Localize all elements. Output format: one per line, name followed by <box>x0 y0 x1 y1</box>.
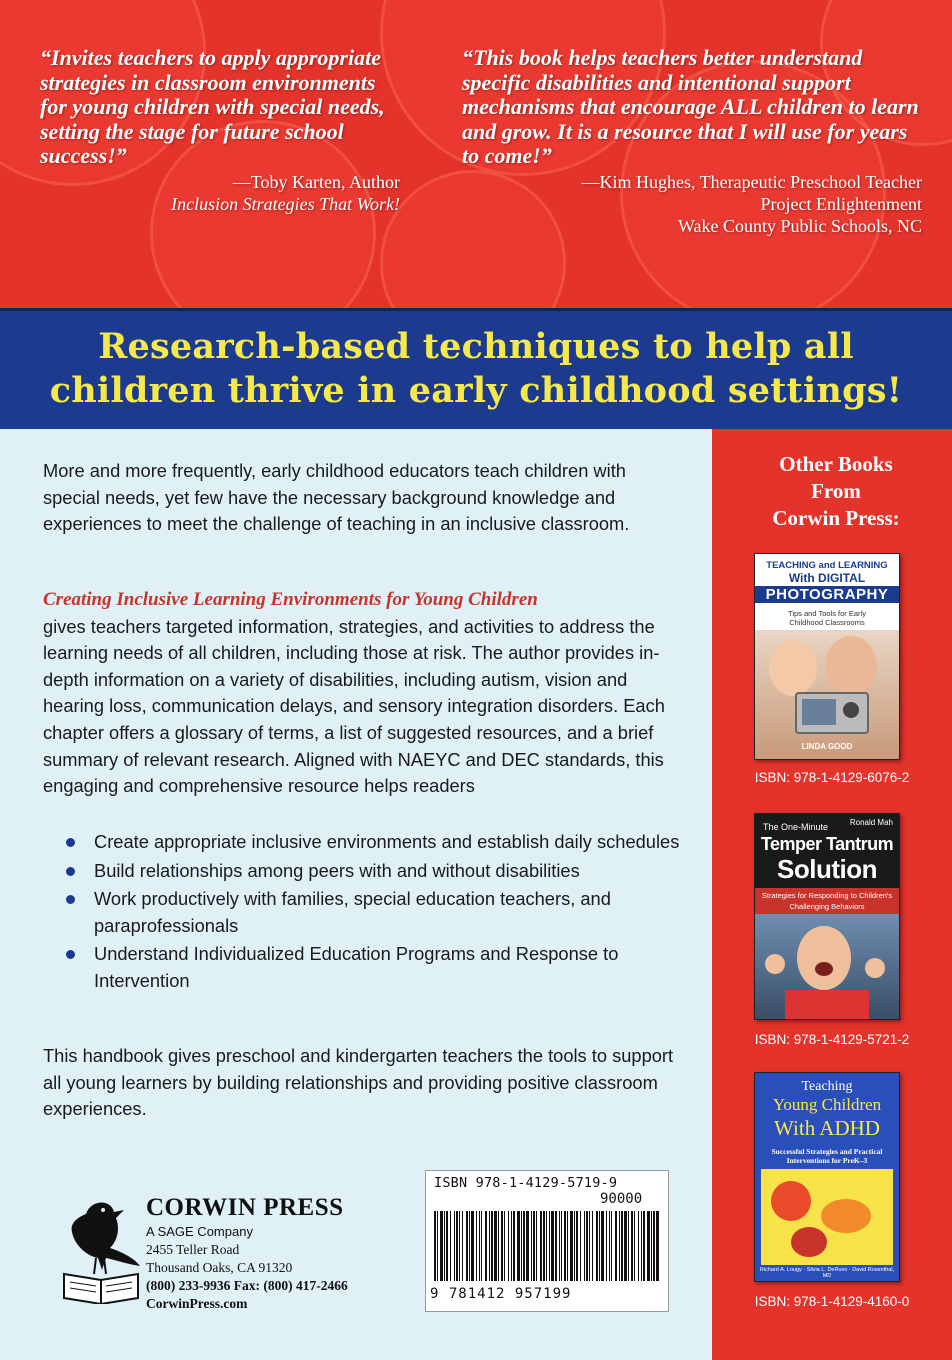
attribution-name: —Toby Karten, Author <box>232 171 400 192</box>
book-title-line: Young Children <box>772 1095 882 1114</box>
barcode-digits: 9 781412 957199 <box>430 1286 572 1302</box>
barcode-bar <box>459 1211 460 1281</box>
barcode-bar <box>511 1211 512 1281</box>
barcode-bar <box>456 1211 458 1281</box>
list-item-text: Work productively with families, special education teachers, and paraprofessionals <box>94 888 611 936</box>
barcode-bar <box>551 1211 554 1281</box>
barcode-bar <box>651 1211 652 1281</box>
book-title-line: Temper Tantrum <box>760 834 894 854</box>
list-item-text: Build relationships among peers with and without disabilities <box>94 859 580 881</box>
barcode-bar <box>643 1211 645 1281</box>
bullet-icon <box>66 950 75 959</box>
barcode-bar <box>540 1211 542 1281</box>
barcode-bar <box>450 1211 451 1281</box>
barcode-bar <box>533 1211 535 1281</box>
barcode-bar <box>592 1211 593 1281</box>
barcode-bar <box>621 1211 623 1281</box>
barcode-bar <box>476 1211 477 1281</box>
barcode-bar <box>638 1211 639 1281</box>
barcode-bar <box>561 1211 562 1281</box>
attribution-location: Wake County Public Schools, NC <box>677 215 922 236</box>
raven-book-logo-icon <box>56 1194 146 1304</box>
barcode-bar <box>440 1211 443 1281</box>
barcode-bar <box>589 1211 590 1281</box>
publisher-website: CorwinPress.com <box>146 1296 248 1311</box>
barcode-bar <box>570 1211 573 1281</box>
barcode-bar <box>574 1211 575 1281</box>
barcode-bar <box>526 1211 529 1281</box>
publisher-parent: A SAGE Company <box>146 1224 253 1239</box>
testimonial-karten <box>40 46 400 215</box>
barcode-bar <box>647 1211 650 1281</box>
quote-attribution <box>40 171 400 215</box>
barcode-bar <box>576 1211 578 1281</box>
quote-text: “Invites teachers to apply appropriate strategies in classroom environments for young children with special needs, setting the stage for future school success!” <box>40 45 385 169</box>
sidebar-heading-line: Corwin Press: <box>772 506 900 530</box>
fist <box>765 954 785 974</box>
book-summary-paragraph <box>43 586 683 800</box>
book-subtitle: Tips and Tools for Early Childhood Classrooms <box>788 609 866 627</box>
quote-text: “This book helps teachers better understand specific disabilities and intentional support mechanisms that encourage ALL children to learn and grow. It is a resource that I will use for years to come!” <box>462 45 919 169</box>
camera-lens <box>843 702 859 718</box>
barcode-bar <box>641 1211 642 1281</box>
barcode-bar <box>481 1211 482 1281</box>
book-title-line: With ADHD <box>774 1116 880 1140</box>
book-isbn: ISBN: 978-1-4129-5721-2 <box>754 1032 910 1047</box>
paint-blob <box>821 1199 871 1233</box>
publisher-address-city: Thousand Oaks, CA 91320 <box>146 1260 293 1275</box>
barcode-bar <box>564 1211 566 1281</box>
child-painting <box>761 1169 893 1265</box>
barcode-bar <box>601 1211 604 1281</box>
book-cover-digital-photography[interactable] <box>754 553 900 760</box>
book-title-line: TEACHING and LEARNING <box>766 560 888 571</box>
children-photo <box>755 630 899 759</box>
barcode-bar <box>631 1211 633 1281</box>
book-author: Richard A. Lougy · Silvia L. DeRuvo · David Rosenthal, MD <box>759 1267 895 1279</box>
barcode-bar <box>469 1211 470 1281</box>
book-title: Creating Inclusive Learning Environments for Young Children <box>43 589 538 610</box>
barcode-bar <box>634 1211 635 1281</box>
intro-paragraph: More and more frequently, early childhood educators teach children with special needs, yet few have the necessary background knowledge and experiences to meet the challenge of teaching in an inclusive classroom. <box>43 460 630 535</box>
barcode-bar <box>471 1211 474 1281</box>
list-item-text: Understand Individualized Education Programs and Response to Intervention <box>94 943 619 991</box>
book-isbn: ISBN: 978-1-4129-4160-0 <box>754 1294 910 1309</box>
fist <box>865 958 885 978</box>
child-face <box>769 640 817 696</box>
barcode-bar <box>596 1211 598 1281</box>
camera-icon <box>795 692 869 734</box>
testimonial-section <box>0 0 952 308</box>
list-item <box>66 886 686 939</box>
barcode-bar <box>536 1211 537 1281</box>
barcode-bars <box>434 1211 660 1281</box>
book-title-line: With DIGITAL <box>788 571 866 585</box>
list-item-text: Create appropriate inclusive environments and establish daily schedules <box>94 831 680 852</box>
barcode-bar <box>599 1211 600 1281</box>
publisher-name: CORWIN PRESS <box>146 1194 344 1221</box>
barcode-bar <box>615 1211 617 1281</box>
book-title-line: Solution <box>777 854 877 884</box>
list-item <box>66 941 686 994</box>
book-title-line: Teaching <box>801 1079 853 1094</box>
barcode-isbn-text: ISBN 978-1-4129-5719-9 <box>434 1175 618 1191</box>
sidebar-heading <box>720 451 952 532</box>
attribution-name: —Kim Hughes, Therapeutic Preschool Teacher <box>581 171 922 192</box>
attribution-book: Inclusion Strategies That Work! <box>171 193 400 214</box>
barcode-bar <box>653 1211 655 1281</box>
book-author: LINDA GOOD <box>801 742 853 751</box>
list-item <box>66 829 686 856</box>
barcode-bar <box>513 1211 515 1281</box>
book-title-line: PHOTOGRAPHY <box>755 586 899 603</box>
barcode-bar <box>611 1211 612 1281</box>
barcode-bar <box>580 1211 581 1281</box>
barcode-bar <box>504 1211 505 1281</box>
isbn-barcode <box>425 1170 669 1312</box>
barcode-bar <box>619 1211 620 1281</box>
quote-attribution <box>462 171 922 237</box>
child-face <box>797 926 851 990</box>
publisher-block <box>56 1190 386 1320</box>
camera-screen <box>802 699 836 725</box>
barcode-bar <box>485 1211 487 1281</box>
banner-line: children thrive in early childhood settings! <box>49 370 903 411</box>
barcode-bar <box>609 1211 610 1281</box>
barcode-bar <box>508 1211 509 1281</box>
barcode-bar <box>462 1211 463 1281</box>
barcode-bar <box>584 1211 585 1281</box>
book-isbn: ISBN: 978-1-4129-6076-2 <box>754 770 910 785</box>
paint-blob <box>791 1227 827 1257</box>
child-photo <box>755 914 899 1019</box>
barcode-bar <box>466 1211 468 1281</box>
barcode-bar <box>546 1211 547 1281</box>
list-item <box>66 858 686 885</box>
headline-banner <box>0 308 952 432</box>
barcode-bar <box>628 1211 629 1281</box>
closing-paragraph: This handbook gives preschool and kindergarten teachers the tools to support all young learners by building relationships and providing positive classroom experiences. <box>43 1045 674 1120</box>
barcode-bar <box>444 1211 445 1281</box>
barcode-bar <box>446 1211 448 1281</box>
bullet-icon <box>66 838 75 847</box>
barcode-bar <box>559 1211 560 1281</box>
barcode-bar <box>531 1211 532 1281</box>
child-face <box>825 636 877 696</box>
barcode-bar <box>498 1211 499 1281</box>
barcode-bar <box>606 1211 607 1281</box>
barcode-bar <box>437 1211 438 1281</box>
barcode-bar <box>521 1211 522 1281</box>
barcode-bar <box>494 1211 497 1281</box>
publisher-phone: (800) 233-9936 Fax: (800) 417-2466 <box>146 1278 348 1293</box>
shirt <box>785 990 869 1020</box>
barcode-bar <box>624 1211 627 1281</box>
barcode-bar <box>489 1211 490 1281</box>
barcode-bar <box>549 1211 550 1281</box>
banner-line: Research-based techniques to help all <box>98 326 854 367</box>
barcode-bar <box>479 1211 480 1281</box>
sidebar-heading-line: From <box>811 479 861 503</box>
paint-blob <box>771 1181 811 1221</box>
barcode-bar <box>491 1211 493 1281</box>
summary-text: gives teachers targeted information, strategies, and activities to address the learning needs of all children, including those at risk. The author provides in-depth information on a variety of disabilities, including autism, vision and hearing loss, communication delays, and sensory integration disorders. Each chapter offers a glossary of terms, a list of suggested resources, and a brief summary of relevant research. Aligned with NAEYC and DEC standards, this engaging and comprehensive resource helps readers <box>43 615 665 797</box>
barcode-bar <box>656 1211 659 1281</box>
bullet-icon <box>66 895 75 904</box>
book-cover-temper-tantrum[interactable] <box>754 813 900 1020</box>
book-author: Ronald Mah <box>849 818 893 827</box>
barcode-bar <box>517 1211 520 1281</box>
banner-headline <box>0 325 952 413</box>
barcode-price-code: 90000 <box>600 1191 643 1207</box>
bullet-icon <box>66 867 75 876</box>
book-subtitle: Strategies for Responding to Children's Challenging Behaviors <box>755 888 899 914</box>
publisher-address-street: 2455 Teller Road <box>146 1242 240 1257</box>
barcode-bar <box>543 1211 545 1281</box>
barcode-bar <box>555 1211 557 1281</box>
barcode-bar <box>523 1211 525 1281</box>
barcode-bar <box>434 1211 436 1281</box>
testimonial-hughes <box>462 46 922 237</box>
attribution-org: Project Enlightenment <box>760 193 922 214</box>
sidebar-heading-line: Other Books <box>779 452 893 476</box>
barcode-bar <box>454 1211 455 1281</box>
book-subtitle: Successful Strategies and Practical Interventions for PreK–3 <box>771 1147 883 1165</box>
book-title-line: The One-Minute <box>763 822 829 832</box>
benefits-list <box>66 829 686 997</box>
barcode-bar <box>567 1211 568 1281</box>
book-cover-adhd[interactable] <box>754 1072 900 1282</box>
open-mouth <box>815 962 833 976</box>
barcode-bar <box>501 1211 503 1281</box>
barcode-bar <box>586 1211 588 1281</box>
